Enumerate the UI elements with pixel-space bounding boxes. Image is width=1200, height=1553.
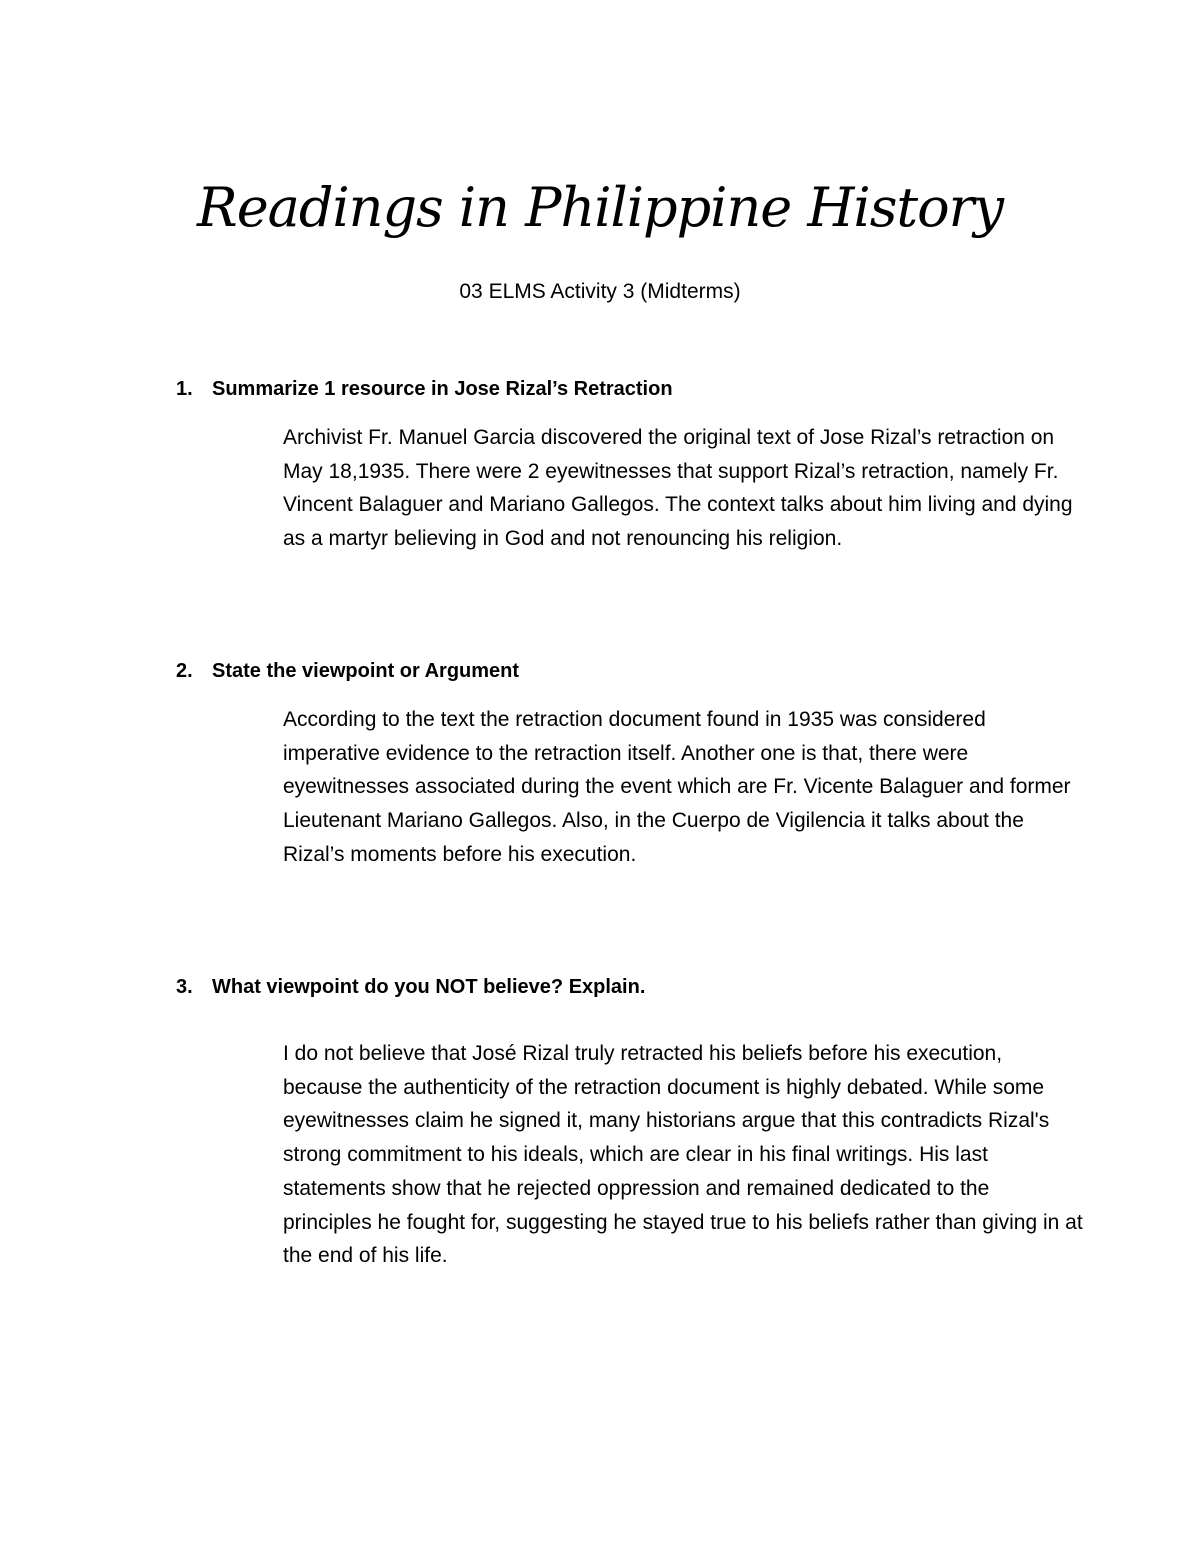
question-number: 3.: [176, 976, 193, 998]
question-2: [176, 657, 1076, 685]
document-subtitle: 03 ELMS Activity 3 (Midterms): [459, 280, 741, 303]
question-number: 1.: [176, 378, 193, 400]
question-prompt: State the viewpoint or Argument: [212, 660, 520, 682]
answer-1: [283, 421, 1083, 556]
answer-text: According to the text the retraction document found in 1935 was considered imperative evidence to the retraction itself. Another one is that, there were eyewitnesses associated during the event which are Fr. Vicente Balaguer and former Lieutenant Mariano Gallegos. Also, in the Cuerpo de Vigilencia it talks about the Rizal’s moments before his execution.: [283, 708, 1071, 866]
question-3: [176, 973, 1076, 1001]
answer-text: I do not believe that José Rizal truly retracted his beliefs before his execution, because the authenticity of the retraction document is highly debated. While some eyewitnesses claim he signed it, many historians argue that this contradicts Rizal's strong commitment to his ideals, which are clear in his final writings. His last statements show that he rejected oppression and remained dedicated to the principles he fought for, suggesting he stayed true to his beliefs rather than giving in at the end of his life.: [283, 1042, 1083, 1268]
question-1: [176, 375, 1076, 403]
question-prompt: Summarize 1 resource in Jose Rizal’s Retraction: [212, 378, 673, 400]
answer-3: [283, 1037, 1083, 1273]
answer-text: Archivist Fr. Manuel Garcia discovered the original text of Jose Rizal’s retraction on May 18,1935. There were 2 eyewitnesses that support Rizal’s retraction, namely Fr. Vincent Balaguer and Mariano Gallegos. The context talks about him living and dying as a martyr believing in God and not renouncing his religion.: [283, 426, 1073, 551]
answer-2: [283, 703, 1083, 872]
document-title: Readings in Philippine History: [197, 176, 1003, 239]
question-prompt: What viewpoint do you NOT believe? Explain.: [212, 976, 646, 998]
question-number: 2.: [176, 660, 193, 682]
